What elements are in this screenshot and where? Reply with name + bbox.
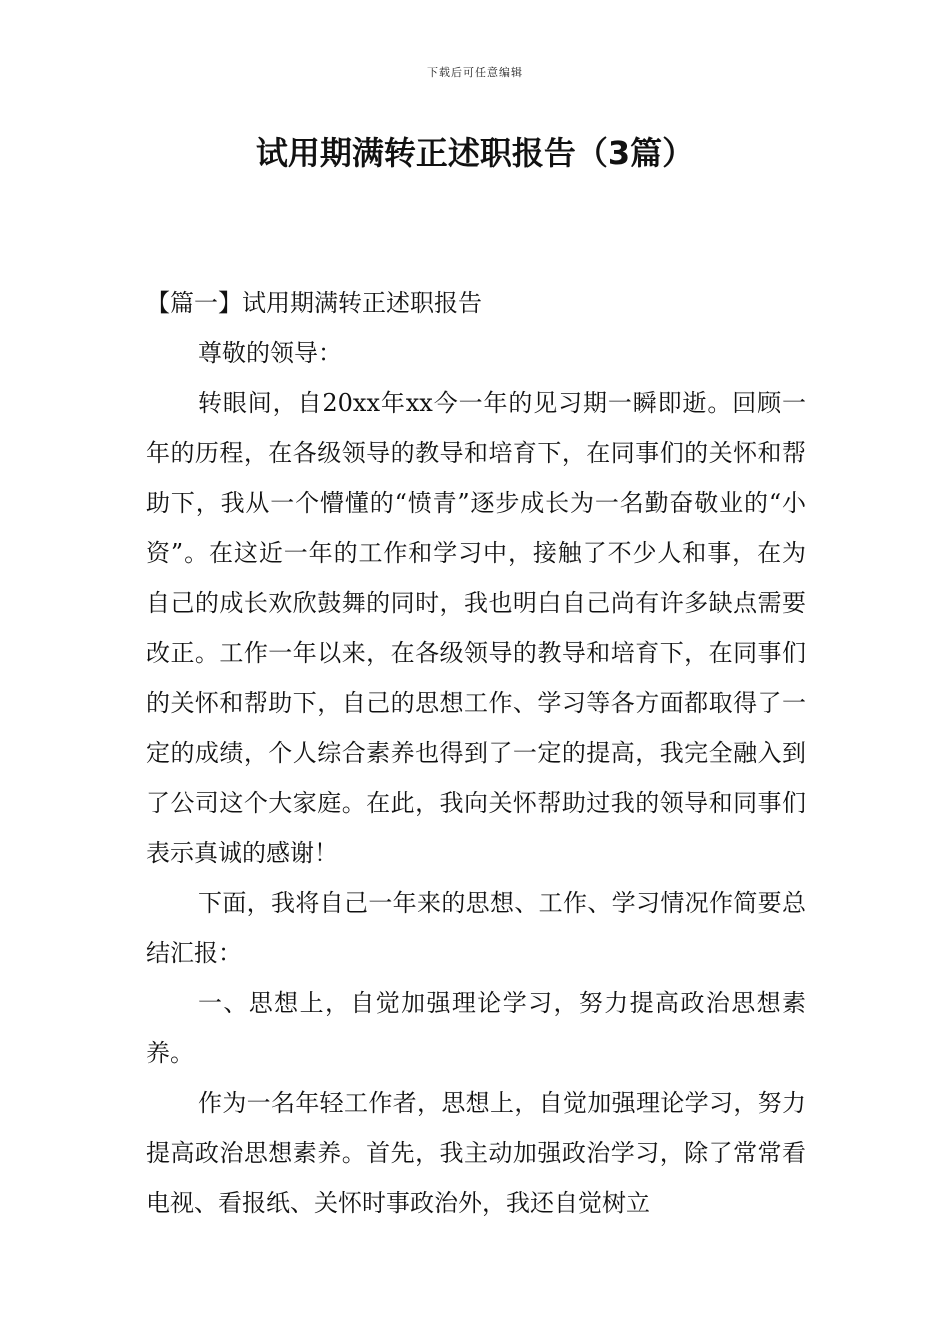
paragraph: 一、思想上，自觉加强理论学习，努力提高政治思想素养。: [146, 989, 806, 1067]
document-title: 试用期满转正述职报告（3篇）: [255, 134, 695, 172]
paragraph: 下面，我将自己一年来的思想、工作、学习情况作简要总结汇报：: [146, 889, 806, 967]
salutation: 尊敬的领导：: [198, 339, 342, 367]
paragraph: 作为一名年轻工作者，思想上，自觉加强理论学习，努力提高政治思想素养。首先，我主动加强政治学习，除了常常看电视、看报纸、关怀时事政治外，我还自觉树立: [146, 1089, 806, 1217]
paragraph: 转眼间，自20xx年xx今一年的见习期一瞬即逝。回顾一年的历程，在各级领导的教导和培育下，在同事们的关怀和帮助下，我从一个懵懂的“愤青”逐步成长为一名勤奋敬业的“小资”。在这近一年的工作和学习中，接触了不少人和事，在为自己的成长欢欣鼓舞的同时，我也明白自己尚有许多缺点需要改正。工作一年以来，在各级领导的教导和培育下，在同事们的关怀和帮助下，自己的思想工作、学习等各方面都取得了一定的成绩，个人综合素养也得到了一定的提高，我完全融入到了公司这个大家庭。在此，我向关怀帮助过我的领导和同事们表示真诚的感谢！: [146, 389, 806, 867]
header-note: 下载后可任意编辑: [427, 66, 523, 79]
section-heading: 【篇一】试用期满转正述职报告: [146, 289, 482, 317]
document-body: [146, 278, 806, 1228]
